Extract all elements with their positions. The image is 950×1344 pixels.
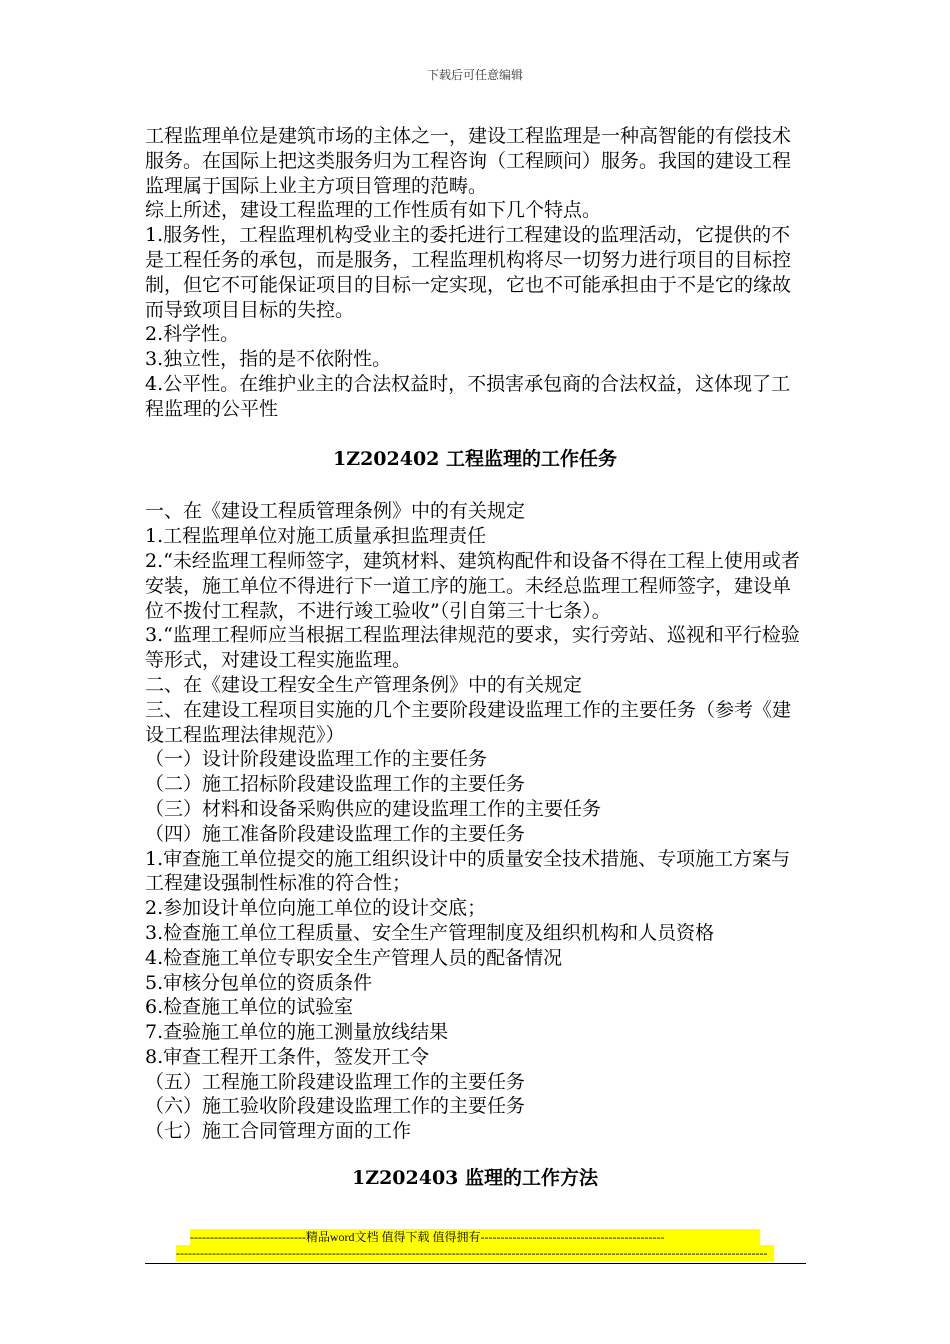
paragraph: 8.审查工程开工条件，签发开工令 [145, 1045, 430, 1068]
paragraph: 4.公平性。在维护业主的合法权益时，不损害承包商的合法权益，这体现了工程监理的公平性 [145, 372, 791, 420]
paragraph: （二）施工招标阶段建设监理工作的主要任务 [145, 773, 526, 796]
paragraph: 3.“监理工程师应当根据工程监理法律规范的要求，实行旁站、巡视和平行检验等形式，对建设工程实施监理。 [145, 624, 800, 672]
section-heading: 1Z202402 工程监理的工作任务 [332, 447, 618, 470]
paragraph: （三）材料和设备采购供应的建设监理工作的主要任务 [145, 797, 602, 820]
footer-banner-line: -----------------------------精品word文档 值得下载 值得拥有---------------------------------------------- [190, 1229, 760, 1245]
paragraph: 二、在《建设工程安全生产管理条例》中的有关规定 [145, 673, 583, 696]
footer-divider [145, 1263, 806, 1264]
paragraph: 2.参加设计单位向施工单位的设计交底； [145, 897, 487, 920]
paragraph: 2.“未经监理工程师签字，建筑材料、建筑构配件和设备不得在工程上使用或者安装，施工单位不得进行下一道工序的施工。未经总监理工程师签字，建设单位不拨付工程款，不进行竣工验收”（引自第三十七条）。 [145, 549, 800, 622]
paragraph: 2.科学性。 [145, 323, 240, 346]
paragraph: （六）施工验收阶段建设监理工作的主要任务 [145, 1095, 526, 1118]
paragraph: 4.检查施工单位专职安全生产管理人员的配备情况 [145, 946, 563, 969]
paragraph: 6.检查施工单位的试验室 [145, 996, 354, 1019]
paragraph: （四）施工准备阶段建设监理工作的主要任务 [145, 822, 526, 845]
paragraph: 3.检查施工单位工程质量、安全生产管理制度及组织机构和人员资格 [145, 921, 715, 944]
paragraph: （一）设计阶段建设监理工作的主要任务 [145, 748, 488, 771]
section-heading: 1Z202403 监理的工作方法 [351, 1167, 599, 1190]
document-body [145, 124, 805, 1191]
paragraph: 工程监理单位是建筑市场的主体之一，建设工程监理是一种高智能的有偿技术服务。在国际上把这类服务归为工程咨询（工程顾问）服务。我国的建设工程监理属于国际上业主方项目管理的范畴。 [145, 125, 792, 197]
paragraph: 综上所述，建设工程监理的工作性质有如下几个特点。 [145, 199, 602, 222]
paragraph: 三、在建设工程项目实施的几个主要阶段建设监理工作的主要任务（参考《建设工程监理法律规范》） [145, 698, 792, 746]
paragraph: 1.审查施工单位提交的施工组织设计中的质量安全技术措施、专项施工方案与工程建设强制性标准的符合性； [145, 847, 791, 895]
paragraph: 3.独立性，指的是不依附性。 [145, 348, 392, 371]
paragraph: （七）施工合同管理方面的工作 [145, 1120, 412, 1143]
paragraph: 7.查验施工单位的施工测量放线结果 [145, 1021, 449, 1044]
paragraph: 5.审核分包单位的资质条件 [145, 971, 373, 994]
paragraph: 1.服务性，工程监理机构受业主的委托进行工程建设的监理活动，它提供的不是工程任务的承包，而是服务，工程监理机构将尽一切努力进行项目的目标控制，但它不可能保证项目的目标一定实现，它也不可能承担由于不是它的缘故而导致项目目标的失控。 [145, 224, 792, 321]
paragraph: （五）工程施工阶段建设监理工作的主要任务 [145, 1070, 526, 1093]
page-header-note: 下载后可任意编辑 [426, 68, 523, 82]
paragraph: 一、在《建设工程质管理条例》中的有关规定 [145, 500, 526, 523]
paragraph: 1.工程监理单位对施工质量承担监理责任 [145, 525, 487, 548]
footer-banner-line: ---------------------------------------------------------------------------------------------------------------------------------------------------- [176, 1245, 774, 1261]
